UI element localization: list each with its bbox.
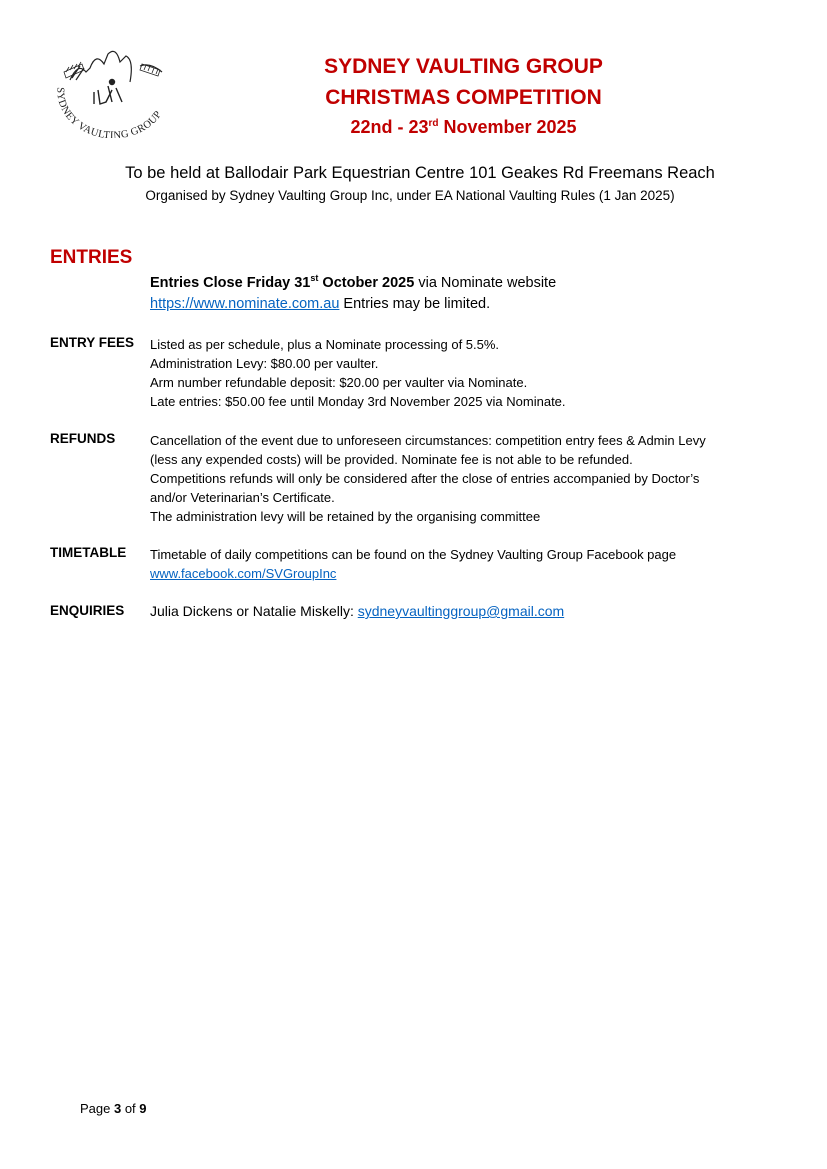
refund-line: The administration levy will be retained by the organising committee bbox=[150, 509, 541, 524]
nominate-link[interactable]: https://www.nominate.com.au bbox=[150, 296, 340, 312]
entries-heading: ENTRIES bbox=[50, 247, 133, 268]
venue-line: To be held at Ballodair Park Equestrian Centre 101 Geakes Rd Freemans Reach bbox=[125, 164, 715, 182]
facebook-link[interactable]: www.facebook.com/SVGroupInc bbox=[150, 566, 337, 581]
organiser-line: Organised by Sydney Vaulting Group Inc, under EA National Vaulting Rules (1 Jan 2025) bbox=[145, 188, 675, 203]
entries-close-line: Entries Close Friday 31st October 2025 via Nominate website bbox=[150, 273, 557, 291]
refund-line: (less any expended costs) will be provided. Nominate fee is not able to be refunded. bbox=[150, 452, 633, 467]
enquiries-email-link[interactable]: sydneyvaultinggroup@gmail.com bbox=[357, 603, 565, 619]
fee-line: Administration Levy: $80.00 per vaulter. bbox=[150, 356, 379, 371]
refund-line: Cancellation of the event due to unforeseen circumstances: competition entry fees & Admin Levy bbox=[150, 433, 706, 448]
entry-fees-label: ENTRY FEES bbox=[50, 335, 135, 350]
refund-line: Competitions refunds will only be considered after the close of entries accompanied by Doctor’s bbox=[150, 471, 700, 486]
entries-block bbox=[150, 273, 556, 315]
timetable-details bbox=[150, 545, 676, 583]
timetable-text: Timetable of daily competitions can be found on the Sydney Vaulting Group Facebook page bbox=[150, 547, 677, 562]
refund-line: and/or Veterinarian’s Certificate. bbox=[150, 490, 335, 505]
sydney-vaulting-group-logo bbox=[50, 42, 172, 138]
page-number: Page 3 of 9 bbox=[80, 1101, 147, 1116]
entries-link-line: https://www.nominate.com.au Entries may be limited. bbox=[150, 296, 491, 312]
enquiries-label: ENQUIRIES bbox=[50, 603, 125, 618]
fee-line: Listed as per schedule, plus a Nominate processing of 5.5%. bbox=[150, 337, 500, 352]
entry-fees-details bbox=[150, 335, 566, 411]
timetable-label: TIMETABLE bbox=[50, 545, 127, 560]
event-competition-title: CHRISTMAS COMPETITION bbox=[325, 86, 602, 109]
refunds-details bbox=[150, 431, 706, 526]
enquiries-details: Julia Dickens or Natalie Miskelly: sydneyvaultinggroup@gmail.com bbox=[150, 603, 565, 619]
refunds-label: REFUNDS bbox=[50, 431, 116, 446]
fee-line: Arm number refundable deposit: $20.00 per vaulter via Nominate. bbox=[150, 375, 528, 390]
fee-line: Late entries: $50.00 fee until Monday 3rd November 2025 via Nominate. bbox=[150, 394, 566, 409]
logo-arc-text: SYDNEY VAULTING GROUP bbox=[54, 87, 165, 138]
event-dates: 22nd - 23rd November 2025 bbox=[350, 117, 577, 137]
event-organiser-title: SYDNEY VAULTING GROUP bbox=[324, 55, 603, 78]
